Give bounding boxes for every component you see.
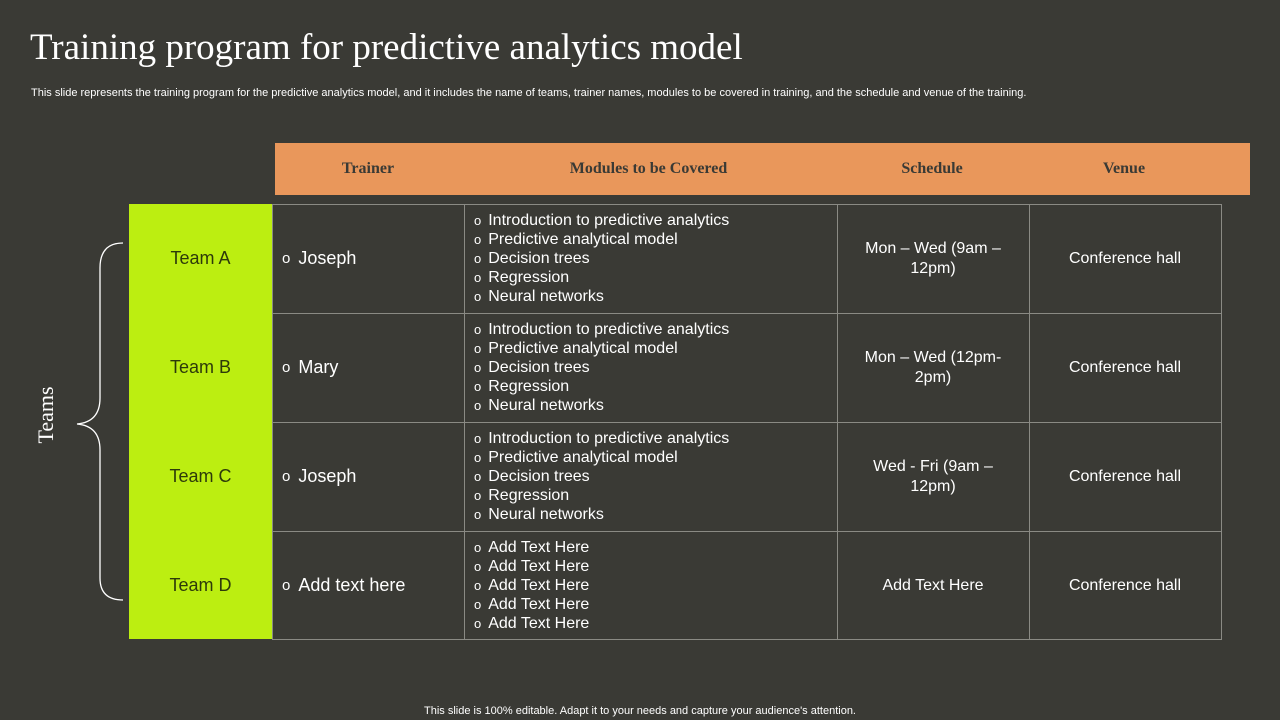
- slide-footer: This slide is 100% editable. Adapt it to your needs and capture your audience's attention.: [424, 705, 856, 717]
- module-item: o Decision trees: [474, 359, 590, 376]
- module-item: o Neural networks: [474, 506, 604, 523]
- slide-title: Training program for predictive analytics model: [30, 27, 743, 68]
- bullet-glyph: o: [282, 468, 291, 485]
- venue-cell: Conference hall: [1068, 249, 1182, 267]
- bullet-glyph: o: [282, 359, 291, 376]
- team-label-d: Team D: [169, 575, 232, 595]
- module-item: o Add Text Here: [474, 539, 590, 556]
- modules-list: [474, 320, 729, 415]
- modules-list: [474, 211, 729, 306]
- modules-cell: [464, 422, 837, 531]
- trainer-name: Mary: [298, 357, 339, 377]
- module-item: o Predictive analytical model: [474, 231, 678, 248]
- trainer-name: Add text here: [298, 575, 406, 595]
- module-item: o Add Text Here: [474, 577, 590, 594]
- module-item: o Regression: [474, 487, 570, 504]
- header-trainer: Trainer: [341, 160, 395, 177]
- trainer-cell: [272, 204, 464, 313]
- module-item: o Regression: [474, 269, 570, 286]
- modules-cell: [464, 204, 837, 313]
- teams-side-label-text: Teams: [33, 386, 58, 444]
- venue-cell: Conference hall: [1068, 576, 1182, 594]
- module-item: o Add Text Here: [474, 596, 590, 613]
- schedule-table: [272, 204, 1222, 640]
- modules-cell: [464, 313, 837, 422]
- modules-list: [474, 429, 729, 524]
- header-schedule: Schedule: [901, 160, 963, 177]
- schedule-cell: Wed - Fri (9am – 12pm): [873, 457, 993, 495]
- module-item: o Add Text Here: [474, 558, 590, 575]
- header-modules: Modules to be Covered: [569, 160, 728, 177]
- module-item: o Add Text Here: [474, 615, 590, 632]
- venue-cell: Conference hall: [1068, 467, 1182, 485]
- modules-cell: [464, 531, 837, 640]
- bullet-glyph: o: [282, 577, 291, 594]
- trainer-cell: [272, 422, 464, 531]
- trainer-cell: [272, 531, 464, 640]
- module-item: o Decision trees: [474, 468, 590, 485]
- team-label-c: Team C: [169, 466, 232, 486]
- module-item: o Introduction to predictive analytics: [474, 212, 730, 229]
- module-item: o Predictive analytical model: [474, 449, 678, 466]
- teams-brace-icon: [72, 238, 128, 604]
- team-label-a: Team A: [170, 248, 231, 268]
- trainer-cell: [272, 313, 464, 422]
- table-header-bar: [275, 143, 1250, 195]
- schedule-cell: Mon – Wed (9am – 12pm): [865, 239, 1001, 277]
- team-column: [129, 204, 272, 639]
- bullet-glyph: o: [282, 250, 291, 267]
- module-item: o Decision trees: [474, 250, 590, 267]
- module-item: o Neural networks: [474, 288, 604, 305]
- slide-subtitle: This slide represents the training program for the predictive analytics model, and it includes the name of teams, trainer names, modules to be covered in training, and the schedule and venue of the training.: [31, 87, 1027, 99]
- trainer-name: Joseph: [298, 466, 357, 486]
- schedule-cell: Mon – Wed (12pm- 2pm): [864, 348, 1002, 386]
- teams-side-label: [26, 385, 66, 445]
- header-venue: Venue: [1102, 160, 1146, 177]
- team-label-b: Team B: [169, 357, 232, 377]
- modules-list: [474, 538, 589, 633]
- module-item: o Introduction to predictive analytics: [474, 430, 730, 447]
- venue-cell: Conference hall: [1068, 358, 1182, 376]
- module-item: o Introduction to predictive analytics: [474, 321, 730, 338]
- trainer-name: Joseph: [298, 248, 357, 268]
- module-item: o Neural networks: [474, 397, 604, 414]
- module-item: o Regression: [474, 378, 570, 395]
- module-item: o Predictive analytical model: [474, 340, 678, 357]
- schedule-cell: Add Text Here: [882, 576, 984, 594]
